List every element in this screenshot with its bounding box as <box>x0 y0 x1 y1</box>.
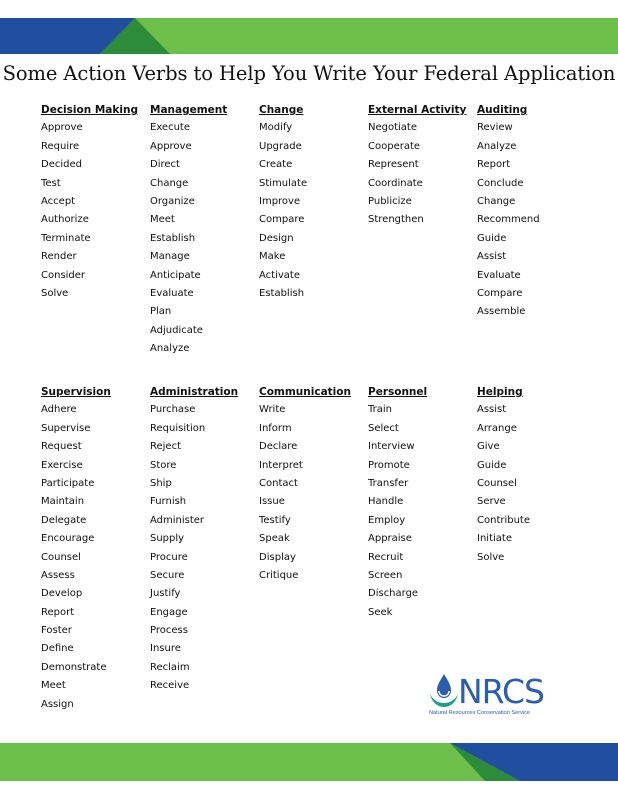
verb-item: Serve <box>477 496 506 508</box>
verb-item: Justify <box>150 588 181 600</box>
verb-item: Discharge <box>368 588 419 600</box>
verb-item: Modify <box>259 122 293 134</box>
verb-item: Make <box>259 251 286 263</box>
verb-item: Demonstrate <box>41 661 107 673</box>
section-auditing <box>477 101 585 322</box>
verb-item: Meet <box>41 680 66 692</box>
verb-item: Critique <box>259 569 299 581</box>
verb-item: Guide <box>477 459 507 471</box>
verb-item: Strengthen <box>368 214 424 226</box>
verb-item: Stimulate <box>259 177 308 189</box>
verb-item: Establish <box>150 232 196 244</box>
verb-item: Develop <box>41 588 83 600</box>
verb-item: Cooperate <box>368 140 421 152</box>
verb-item: Organize <box>150 195 195 207</box>
verb-item: Secure <box>150 569 185 581</box>
section-heading: Helping <box>477 386 523 398</box>
verb-item: Interview <box>368 441 415 453</box>
verb-item: Analyze <box>150 343 190 355</box>
verb-item: Furnish <box>150 496 187 508</box>
section-heading: Auditing <box>477 104 528 116</box>
section-personnel <box>368 383 476 622</box>
nrcs-logo <box>428 672 548 722</box>
verb-item: Anticipate <box>150 269 201 281</box>
verb-item: Reclaim <box>150 661 190 673</box>
verb-item: Upgrade <box>259 140 302 152</box>
verb-item: Test <box>41 177 61 189</box>
verb-item: Supervise <box>41 422 91 434</box>
verb-item: Terminate <box>41 232 91 244</box>
verb-item: Render <box>41 251 77 263</box>
verb-item: Speak <box>259 533 290 545</box>
section-external-activity <box>368 101 476 230</box>
verb-item: Define <box>41 643 74 655</box>
verb-item: Transfer <box>368 477 409 489</box>
verb-item: Employ <box>368 514 406 526</box>
verb-item: Insure <box>150 643 181 655</box>
verb-item: Consider <box>41 269 86 281</box>
verb-item: Manage <box>150 251 190 263</box>
verb-item: Contribute <box>477 514 531 526</box>
verb-item: Accept <box>41 195 76 207</box>
verb-item: Require <box>41 140 80 152</box>
verb-item: Evaluate <box>150 287 194 299</box>
verb-item: Approve <box>150 140 192 152</box>
verb-item: Recruit <box>368 551 404 563</box>
verb-item: Adjudicate <box>150 324 203 336</box>
verb-item: Activate <box>259 269 300 281</box>
section-heading: Communication <box>259 386 351 398</box>
bottom-banner <box>0 743 618 781</box>
verb-item: Solve <box>477 551 505 563</box>
verb-item: Report <box>41 606 75 618</box>
section-heading: Management <box>150 104 228 116</box>
verb-item: Exercise <box>41 459 83 471</box>
section-change <box>259 101 367 303</box>
verb-item: Supply <box>150 533 185 545</box>
verb-item: Solve <box>41 287 69 299</box>
verb-item: Process <box>150 625 188 637</box>
verb-item: Foster <box>41 625 72 637</box>
verb-item: Review <box>477 122 513 134</box>
verb-item: Contact <box>259 477 298 489</box>
verb-item: Change <box>477 195 516 207</box>
section-heading: Supervision <box>41 386 111 398</box>
verb-item: Improve <box>259 195 301 207</box>
section-heading: External Activity <box>368 104 467 116</box>
verb-item: Counsel <box>41 551 81 563</box>
verb-item: Assist <box>477 251 507 263</box>
verb-item: Inform <box>259 422 292 434</box>
verb-item: Ship <box>150 477 172 489</box>
verb-item: Initiate <box>477 533 512 545</box>
verb-item: Assemble <box>477 306 526 318</box>
verb-item: Establish <box>259 287 305 299</box>
verb-item: Engage <box>150 606 188 618</box>
verb-item: Authorize <box>41 214 89 226</box>
verb-item: Represent <box>368 159 419 171</box>
verb-item: Arrange <box>477 422 517 434</box>
section-heading: Change <box>259 104 304 116</box>
verb-item: Publicize <box>368 195 412 207</box>
verb-item: Receive <box>150 680 190 692</box>
logo-agency-name: Natural Resources Conservation Service <box>429 710 531 716</box>
verb-item: Assess <box>41 569 75 581</box>
verb-item: Delegate <box>41 514 87 526</box>
verb-item: Give <box>477 441 500 453</box>
verb-item: Seek <box>368 606 393 618</box>
verb-item: Negotiate <box>368 122 417 134</box>
section-heading: Administration <box>150 386 239 398</box>
water-drop-icon <box>428 672 460 710</box>
verb-item: Purchase <box>150 404 196 416</box>
verb-item: Decided <box>41 159 82 171</box>
verb-item: Analyze <box>477 140 517 152</box>
verb-item: Plan <box>150 306 172 318</box>
verb-item: Coordinate <box>368 177 423 189</box>
section-helping <box>477 383 585 567</box>
verb-item: Issue <box>259 496 285 508</box>
verb-item: Conclude <box>477 177 524 189</box>
verb-item: Display <box>259 551 296 563</box>
verb-item: Encourage <box>41 533 95 545</box>
verb-item: Compare <box>259 214 305 226</box>
verb-item: Reject <box>150 441 182 453</box>
verb-item: Meet <box>150 214 175 226</box>
verb-item: Declare <box>259 441 298 453</box>
verb-item: Appraise <box>368 533 412 545</box>
verb-item: Adhere <box>41 404 77 416</box>
verb-item: Guide <box>477 232 507 244</box>
verb-item: Promote <box>368 459 410 471</box>
verb-item: Request <box>41 441 82 453</box>
verb-item: Interpret <box>259 459 303 471</box>
logo-abbreviation: NRCS <box>458 672 544 711</box>
verb-item: Maintain <box>41 496 85 508</box>
verb-item: Administer <box>150 514 205 526</box>
verb-item: Direct <box>150 159 180 171</box>
verb-item: Approve <box>41 122 83 134</box>
verb-item: Participate <box>41 477 95 489</box>
verb-item: Procure <box>150 551 188 563</box>
section-decision-making <box>41 101 149 303</box>
section-administration <box>150 383 258 696</box>
verb-item: Select <box>368 422 399 434</box>
verb-item: Train <box>368 404 392 416</box>
verb-item: Compare <box>477 287 523 299</box>
verb-item: Counsel <box>477 477 517 489</box>
verb-item: Handle <box>368 496 404 508</box>
verb-item: Screen <box>368 569 403 581</box>
verb-item: Design <box>259 232 294 244</box>
verb-item: Assist <box>477 404 507 416</box>
verb-item: Change <box>150 177 189 189</box>
section-heading: Decision Making <box>41 104 138 116</box>
page-title: Some Action Verbs to Help You Write Your Federal Application <box>2 62 616 85</box>
section-management <box>150 101 258 358</box>
verb-item: Store <box>150 459 177 471</box>
verb-item: Testify <box>259 514 291 526</box>
section-heading: Personnel <box>368 386 428 398</box>
verb-item: Assign <box>41 698 74 710</box>
verb-item: Report <box>477 159 511 171</box>
verb-item: Requisition <box>150 422 206 434</box>
section-supervision <box>41 383 149 714</box>
verb-item: Evaluate <box>477 269 521 281</box>
verb-item: Write <box>259 404 286 416</box>
verb-item: Create <box>259 159 293 171</box>
top-banner <box>0 18 618 54</box>
verb-item: Execute <box>150 122 190 134</box>
verb-item: Recommend <box>477 214 540 226</box>
section-communication <box>259 383 367 585</box>
